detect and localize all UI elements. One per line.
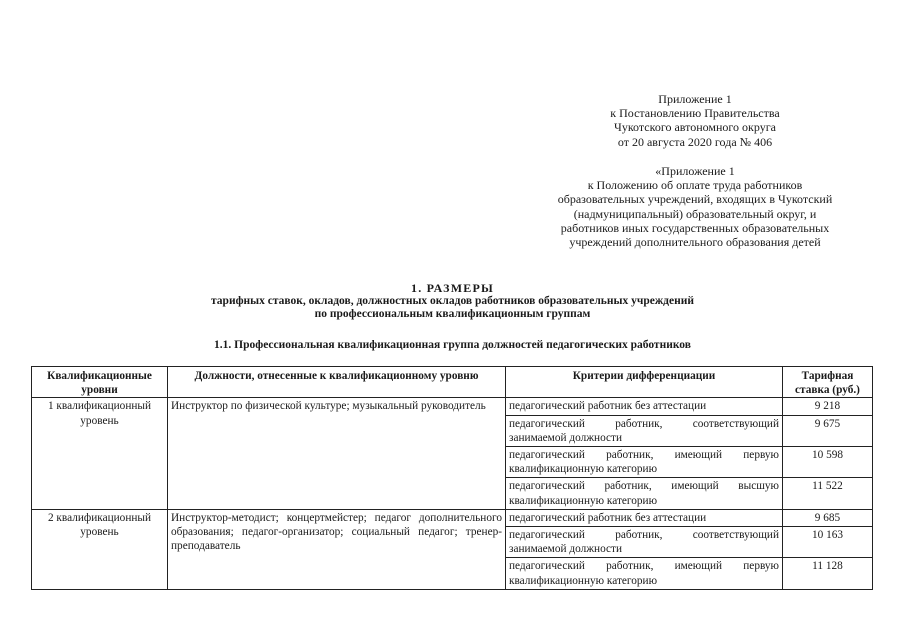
rate-cell: 11 128 [783,558,873,589]
criterion-cell: педагогический работник, соответствующий занимаемой должности [506,527,783,558]
criterion-cell: педагогический работник без аттестации [506,509,783,526]
appendix-nested-line: к Положению об оплате труда работников [587,178,803,193]
criterion-cell: педагогический работник без аттестации [506,398,783,415]
document-subtitle-line: по профессиональным квалификационным группам [314,308,591,320]
column-header: Критерии дифференциации [506,367,783,398]
criterion-cell: педагогический работник, имеющий высшую квалификационную категорию [506,478,783,509]
criterion-cell: педагогический работник, соответствующий занимаемой должности [506,415,783,446]
qualification-level: 2 квалификационный уровень [32,509,168,589]
table-row [32,398,873,415]
positions-cell: Инструктор по физической культуре; музыкальный руководитель [168,398,506,509]
appendix-nested-line: (надмуниципальный) образовательный округ, и [573,206,817,221]
appendix-main-line: к Постановлению Правительства [610,106,780,121]
section-title: 1.1. Профессиональная квалификационная группа должностей педагогических работников [214,339,691,351]
rate-cell: 9 685 [783,509,873,526]
criterion-cell: педагогический работник, имеющий первую квалификационную категорию [506,447,783,478]
criterion-cell: педагогический работник, имеющий первую квалификационную категорию [506,558,783,589]
document-title: 1. РАЗМЕРЫ [411,281,494,295]
appendix-nested-line: учреждений дополнительного образования детей [569,235,821,250]
appendix-nested-line: «Приложение 1 [655,164,735,178]
appendix-main-line: от 20 августа 2020 года № 406 [617,134,773,149]
appendix-main-line: Чукотского автономного округа [614,120,776,135]
column-header: Должности, отнесенные к квалификационному уровню [168,367,506,398]
rate-cell: 10 163 [783,527,873,558]
appendix-nested-line: работников иных государственных образовательных [560,220,830,235]
rate-cell: 11 522 [783,478,873,509]
column-header: Тарифная ставка (руб.) [783,367,873,398]
document-subtitle-line: тарифных ставок, окладов, должностных окладов работников образовательных учреждений [211,295,694,307]
table-row [32,509,873,526]
appendix-nested-line: образовательных учреждений, входящих в Чукотский [557,192,833,207]
rate-cell: 9 218 [783,398,873,415]
positions-cell: Инструктор-методист; концертмейстер; педагог дополнительного образования; педагог-организатор; социальный педагог; тренер-преподаватель [168,509,506,589]
tariff-table [31,366,873,590]
column-header: Квалификационные уровни [32,367,168,398]
appendix-nested-block [525,164,865,249]
qualification-level: 1 квалификационный уровень [32,398,168,509]
table-header-row [32,367,873,398]
appendix-main-block [555,92,835,149]
rate-cell: 9 675 [783,415,873,446]
appendix-main-line: Приложение 1 [658,92,732,106]
rate-cell: 10 598 [783,447,873,478]
